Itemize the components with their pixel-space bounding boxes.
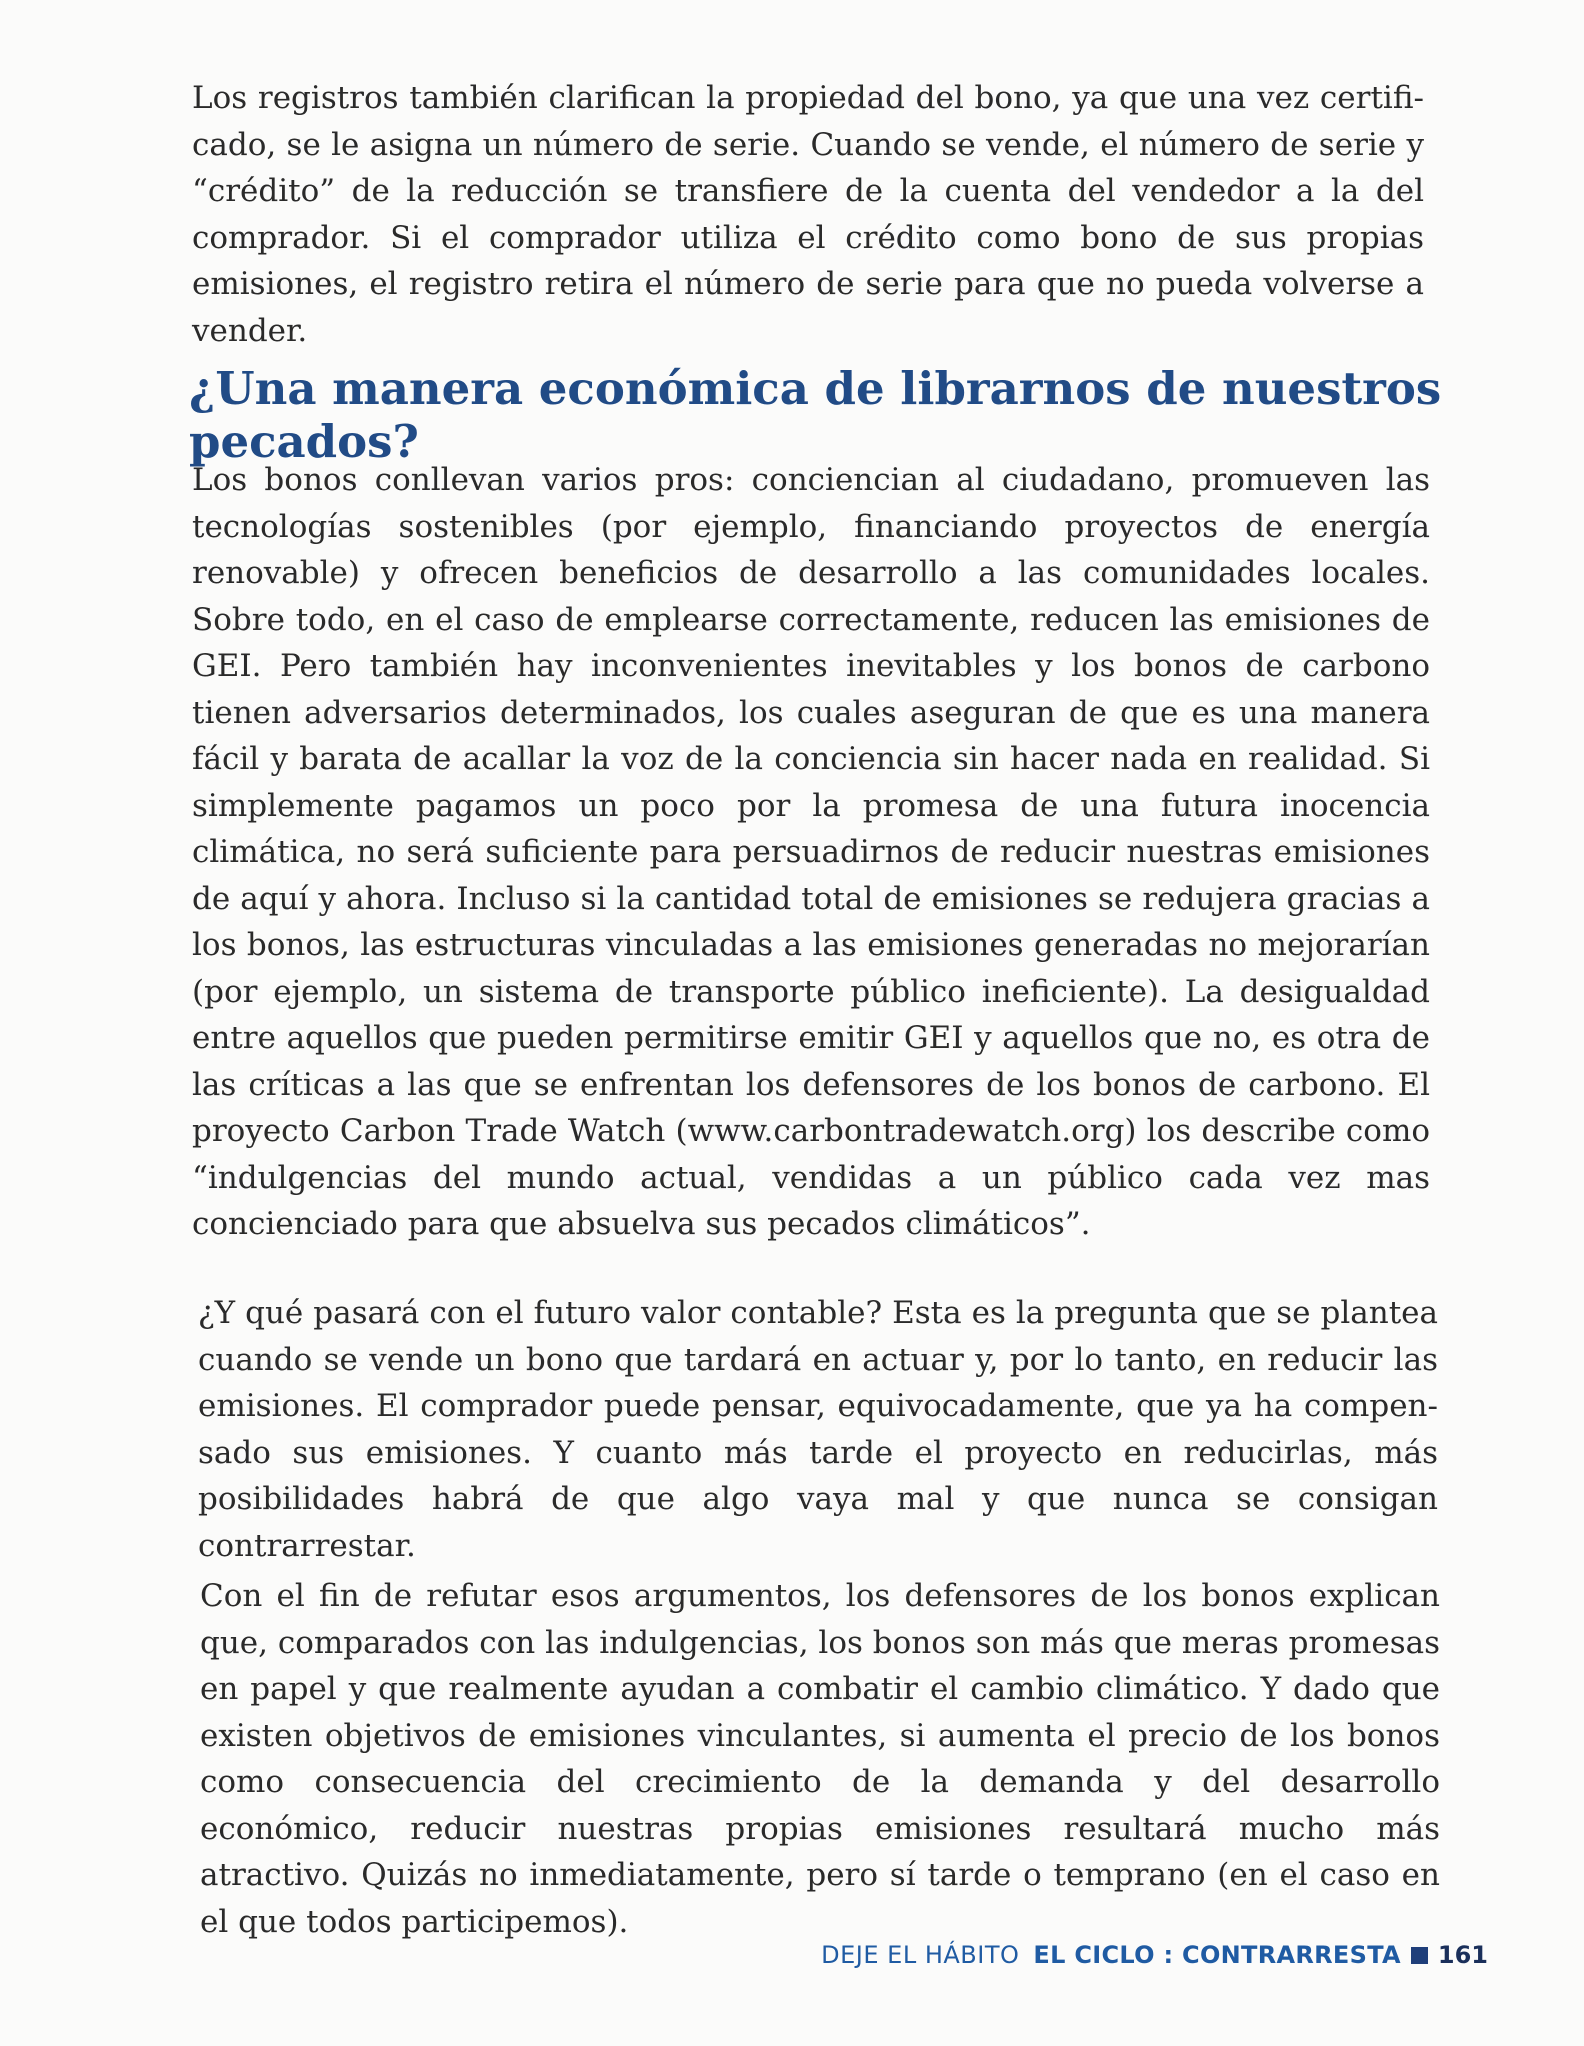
pros-cons-paragraph: Los bonos conllevan varios pros: conciencian al ciudadano, promueven las tecnologías sostenibles (por ejemplo, financiando proyectos de energía renovable) y ofrecen beneficios de desarrollo a las comunidades locales. Sobre todo, en el caso de emplearse correctamente, reducen las emisiones de GEI. Pero también hay inconvenientes inevitables y los bonos de carbono tienen adversarios determinados, los cuales aseguran de que es una manera fácil y barata de acallar la voz de la conciencia sin hacer nada en realidad. Si simplemente pagamos un poco por la promesa de una futura inocencia climática, no será suficiente para persuadirnos de reducir nuestras emisiones de aquí y ahora. Incluso si la cantidad total de emisiones se redujera gracias a los bonos, las estructuras vinculadas a las emisiones generadas no mejorarían (por ejemplo, un sistema de transporte público ineficiente). La desigualdad entre aquellos que pueden permitirse emitir GEI y aquellos que no, es otra de las críticas a las que se enfrentan los defensores de los bonos de carbono. El proyecto Carbon Trade Watch (www.carbontradewatch.org) los describe como “indulgencias del mundo actual, vendidas a un público cada vez mas concienciado para que absuelva sus pecados climáticos”. — [192, 462, 1430, 1242]
future-value-paragraph: ¿Y qué pasará con el futuro valor contable? Esta es la pregunta que se plantea cuando se vende un bono que tardará en actuar y, por lo tanto, en reducir las emisiones. El comprador puede pensar, equivocadamente, que ya ha compensado sus emisiones. Y cuanto más tarde el proyecto en reducirlas, más posibilidades habrá de que algo vaya mal y que nunca se consigan contrarrestar. — [198, 1295, 1438, 1564]
footer-book-title: DEJE EL HÁBITO — [821, 1941, 1020, 1969]
defenders-paragraph: Con el fin de refutar esos argumentos, los defensores de los bonos explican que, comparados con las indulgencias, los bonos son más que meras promesas en papel y que realmente ayudan a combatir el cambio climático. Y dado que existen objetivos de emisiones vinculantes, si aumenta el precio de los bonos como consecuencia del crecimiento de la demanda y del desarrollo económico, reducir nuestras propias emisiones resultará mucho más atractivo. Quizás no inmediatamente, pero sí tarde o temprano (en el caso en el que todos participemos). — [200, 1578, 1440, 1940]
page-footer — [821, 1941, 1488, 1969]
page-number: 161 — [1437, 1941, 1488, 1969]
square-bullet-icon — [1411, 1947, 1428, 1964]
intro-paragraph: Los registros también clarifican la propiedad del bono, ya que una vez certificado, se le asigna un número de serie. Cuando se vende, el número de serie y “crédito” de la reducción se transfiere de la cuenta del vendedor a la del comprador. Si el comprador utiliza el crédito como bono de sus propias emisiones, el registro retira el número de serie para que no pueda volverse a vender. — [192, 80, 1424, 349]
footer-chapter-title: EL CICLO : CONTRARRESTA — [1033, 1941, 1401, 1969]
section-heading: ¿Una manera económica de librarnos de nuestros pecados? — [189, 362, 1442, 468]
